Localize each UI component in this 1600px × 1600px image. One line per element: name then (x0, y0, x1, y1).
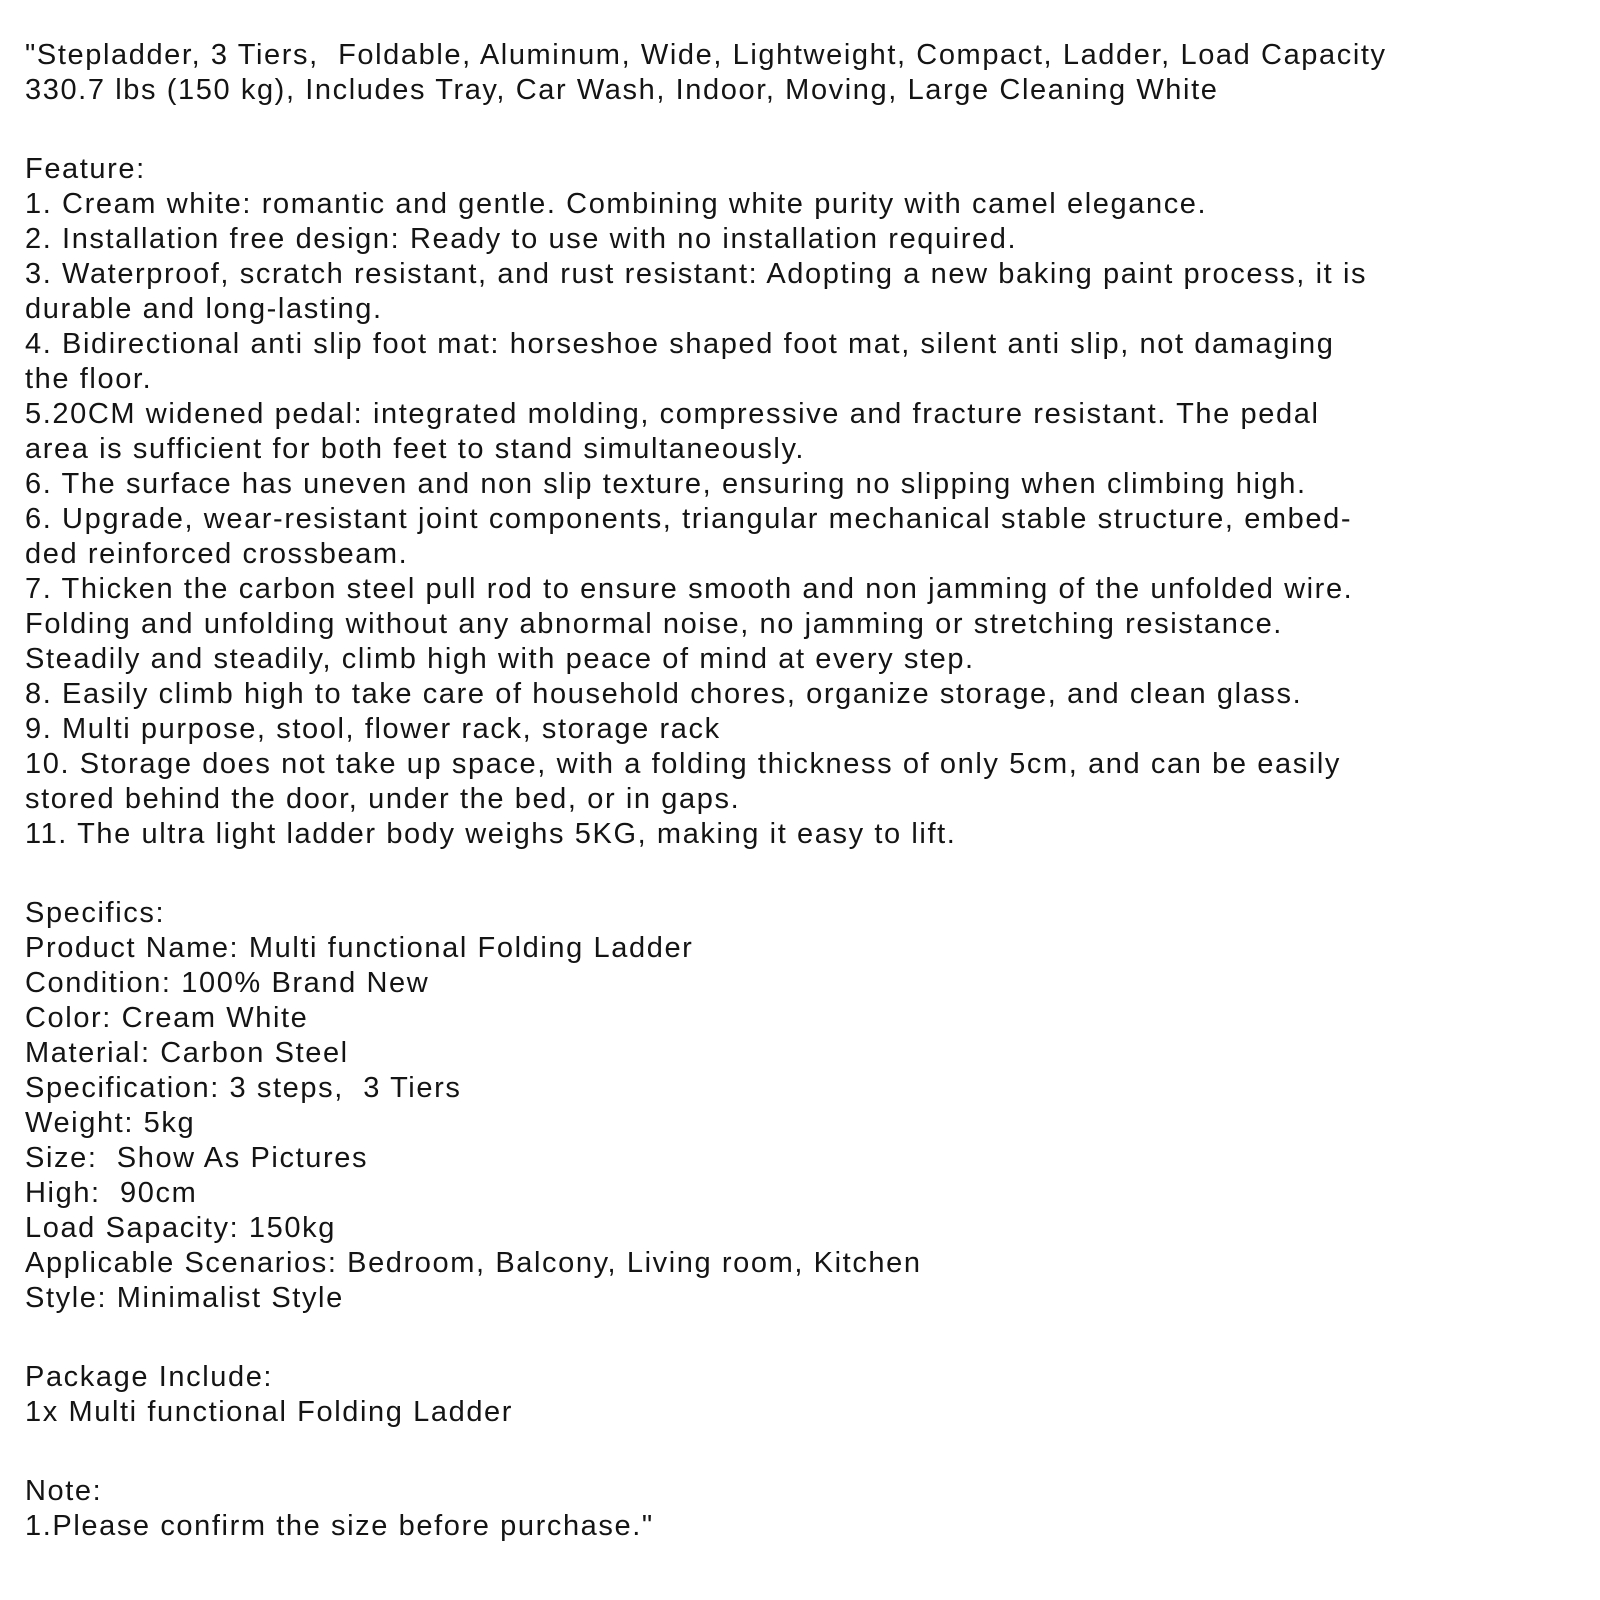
text-line: ded reinforced crossbeam. (25, 538, 409, 570)
text-line: 6. The surface has uneven and non slip texture, ensuring no slipping when climbing high. (25, 468, 1307, 500)
text-line: Load Sapacity: 150kg (25, 1212, 336, 1244)
feature-heading: Feature: (25, 153, 146, 185)
note-section (25, 1474, 1572, 1544)
text-line: 4. Bidirectional anti slip foot mat: horseshoe shaped foot mat, silent anti slip, not damaging (25, 328, 1335, 360)
text-line: Weight: 5kg (25, 1107, 196, 1139)
package-section (25, 1360, 1572, 1430)
text-line: 330.7 lbs (150 kg), Includes Tray, Car Wash, Indoor, Moving, Large Cleaning White (25, 74, 1219, 106)
package-heading: Package Include: (25, 1361, 274, 1393)
text-line: 7. Thicken the carbon steel pull rod to ensure smooth and non jamming of the unfolded wire. (25, 573, 1354, 605)
specifics-heading: Specifics: (25, 897, 166, 929)
text-line: 1. Cream white: romantic and gentle. Combining white purity with camel elegance. (25, 188, 1208, 220)
title-lines (25, 38, 1572, 108)
text-line: Specification: 3 steps, 3 Tiers (25, 1072, 462, 1104)
text-line: Condition: 100% Brand New (25, 967, 430, 999)
text-line: durable and long-lasting. (25, 293, 383, 325)
note-heading: Note: (25, 1475, 103, 1507)
feature-lines (25, 187, 1572, 852)
text-line: 1x Multi functional Folding Ladder (25, 1396, 514, 1428)
text-line: 3. Waterproof, scratch resistant, and rust resistant: Adopting a new baking paint process, it is (25, 258, 1368, 290)
text-line: 10. Storage does not take up space, with a folding thickness of only 5cm, and can be easily (25, 748, 1341, 780)
feature-section (25, 152, 1572, 852)
text-line: Material: Carbon Steel (25, 1037, 349, 1069)
text-line: 5.20CM widened pedal: integrated molding, compressive and fracture resistant. The pedal (25, 398, 1320, 430)
text-line: Folding and unfolding without any abnormal noise, no jamming or stretching resistance. (25, 608, 1283, 640)
text-line: Style: Minimalist Style (25, 1282, 344, 1314)
specifics-section (25, 896, 1572, 1316)
text-line: area is sufficient for both feet to stand simultaneously. (25, 433, 806, 465)
text-line: Size: Show As Pictures (25, 1142, 369, 1174)
text-line: the floor. (25, 363, 153, 395)
text-line: Color: Cream White (25, 1002, 309, 1034)
text-line: Product Name: Multi functional Folding Ladder (25, 932, 694, 964)
text-line: "Stepladder, 3 Tiers, Foldable, Aluminum, Wide, Lightweight, Compact, Ladder, Load Capacity (25, 39, 1387, 71)
text-line: High: 90cm (25, 1177, 198, 1209)
package-lines (25, 1395, 1572, 1430)
specifics-lines (25, 931, 1572, 1316)
text-line: 6. Upgrade, wear-resistant joint components, triangular mechanical stable structure, embed- (25, 503, 1353, 535)
text-line: 11. The ultra light ladder body weighs 5KG, making it easy to lift. (25, 818, 957, 850)
text-line: stored behind the door, under the bed, or in gaps. (25, 783, 741, 815)
text-line: 9. Multi purpose, stool, flower rack, storage rack (25, 713, 721, 745)
text-line: 8. Easily climb high to take care of household chores, organize storage, and clean glass. (25, 678, 1303, 710)
text-line: Applicable Scenarios: Bedroom, Balcony, Living room, Kitchen (25, 1247, 922, 1279)
title-section (25, 38, 1572, 108)
text-line: 1.Please confirm the size before purchase." (25, 1510, 654, 1542)
text-line: Steadily and steadily, climb high with peace of mind at every step. (25, 643, 975, 675)
note-lines (25, 1509, 1572, 1544)
text-line: 2. Installation free design: Ready to use with no installation required. (25, 223, 1018, 255)
